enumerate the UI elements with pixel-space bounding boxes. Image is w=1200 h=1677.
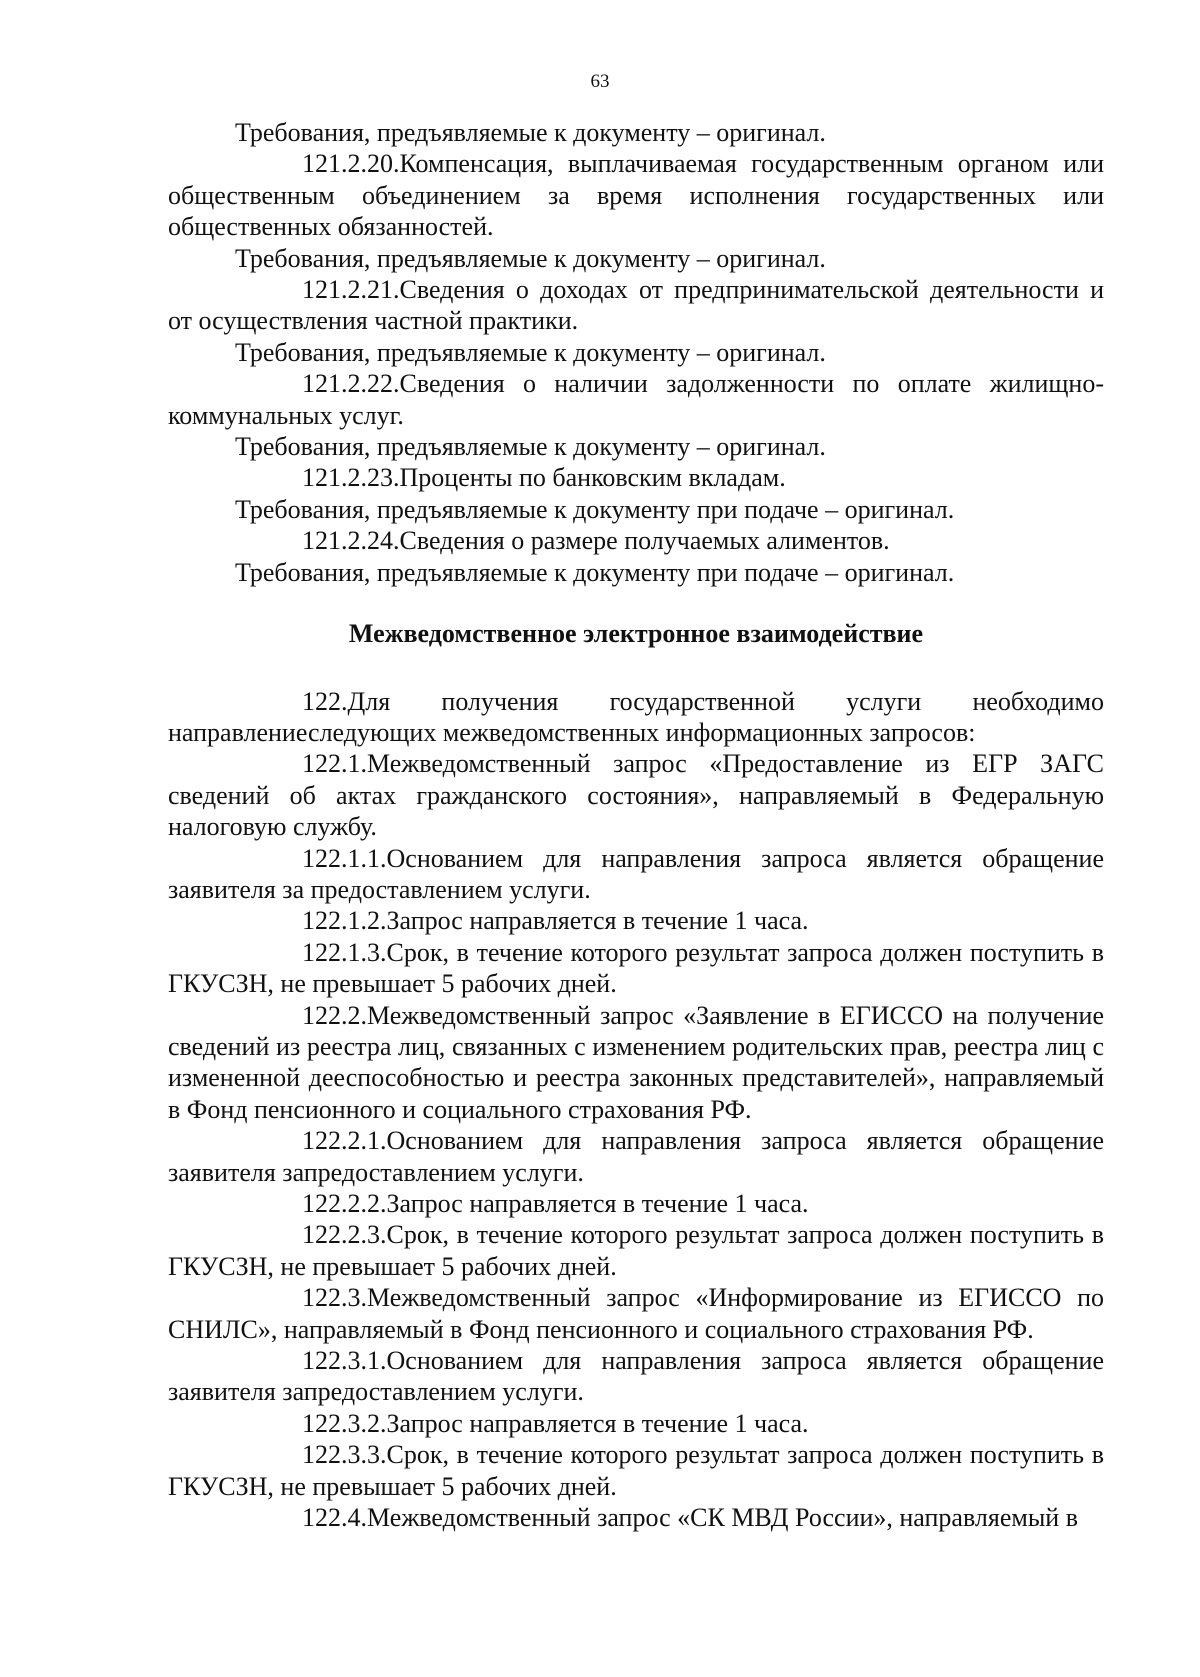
paragraph-text: Запрос направляется в течение 1 часа.	[386, 1408, 809, 1438]
paragraph	[168, 117, 1104, 148]
paragraph-number: 121.2.21.	[302, 275, 400, 305]
paragraph-group-121	[168, 117, 1104, 588]
paragraph-number: 121.2.24.	[302, 526, 400, 556]
paragraph	[168, 905, 1104, 936]
paragraph-text: Срок, в течение которого результат запроса должен поступить в ГКУСЗН, не превышает 5 рабочих дней.	[168, 1220, 1104, 1281]
paragraph-text: Межведомственный запрос «Заявление в ЕГИССО на получение сведений из реестра лиц, связанных с изменением родительских прав, реестра лиц с измененной дееспособностью и реестра законных представителей», направляемый в Фонд пенсионного и социального страхования РФ.	[168, 1000, 1104, 1124]
paragraph-text: Межведомственный запрос «СК МВД России», направляемый в	[367, 1503, 1078, 1533]
paragraph	[168, 748, 1104, 842]
paragraph-text: Сведения о доходах от предпринимательской деятельности и от осуществления частной практики.	[168, 275, 1104, 336]
paragraph	[168, 1125, 1104, 1188]
paragraph	[168, 843, 1104, 906]
paragraph-text: Запрос направляется в течение 1 часа.	[386, 906, 809, 936]
paragraph	[168, 1408, 1104, 1439]
paragraph-number: 122.	[302, 686, 348, 716]
paragraph-text: Сведения о размере получаемых алиментов.	[399, 526, 890, 556]
paragraph-number: 122.1.	[302, 749, 367, 779]
paragraph-number: 121.2.23.	[302, 463, 400, 493]
paragraph-text: Компенсация, выплачиваемая государственным органом или общественным объединением за время исполнения государственных или общественных обязанностей.	[168, 149, 1104, 242]
section-heading: Межведомственное электронное взаимодействие	[348, 619, 924, 649]
paragraph-number: 122.3.	[302, 1283, 367, 1313]
paragraph-text: Межведомственный запрос «Предоставление из ЕГР ЗАГС сведений об актах гражданского состояния», направляемый в Федеральную налоговую службу.	[168, 749, 1104, 842]
paragraph-number: 122.1.3.	[302, 937, 387, 967]
paragraph	[168, 937, 1104, 1000]
paragraph	[168, 431, 1104, 462]
paragraph-text: Требования, предъявляемые к документу – оригинал.	[235, 432, 826, 462]
paragraph-number: 122.4.	[302, 1503, 367, 1533]
paragraph-number: 122.2.3.	[302, 1220, 387, 1250]
paragraph-number: 122.1.1.	[302, 843, 387, 873]
paragraph-text: Основанием для направления запроса является обращение заявителя за предоставлением услуги.	[168, 843, 1104, 904]
paragraph	[168, 1282, 1104, 1345]
paragraph	[168, 686, 1104, 749]
paragraph	[168, 368, 1104, 431]
paragraph	[168, 494, 1104, 525]
paragraph	[168, 525, 1104, 556]
paragraph-text: Требования, предъявляемые к документу – оригинал.	[235, 118, 826, 147]
paragraph-text: Срок, в течение которого результат запроса должен поступить в ГКУСЗН, не превышает 5 рабочих дней.	[168, 937, 1104, 999]
paragraph-text: Основанием для направления запроса является обращение заявителя запредоставлением услуги.	[168, 1346, 1104, 1407]
paragraph-group-122	[168, 686, 1104, 1534]
paragraph	[168, 148, 1104, 242]
paragraph-text: Требования, предъявляемые к документу при подаче – оригинал.	[235, 494, 955, 524]
paragraph-text: Требования, предъявляемые к документу – оригинал.	[235, 243, 826, 273]
paragraph-text: Сведения о наличии задолженности по оплате жилищно-коммунальных услуг.	[168, 369, 1104, 430]
paragraph-number: 122.2.2.	[302, 1189, 387, 1218]
paragraph	[168, 337, 1104, 368]
paragraph	[168, 1439, 1104, 1502]
paragraph-number: 121.2.20.	[302, 149, 400, 179]
paragraph-number: 122.3.1.	[302, 1346, 387, 1376]
paragraph-number: 122.2.1.	[302, 1126, 387, 1156]
paragraph	[168, 274, 1104, 337]
paragraph	[168, 1000, 1104, 1126]
paragraph-number: 121.2.22.	[302, 369, 400, 399]
page-number: 63	[590, 71, 610, 92]
paragraph	[168, 1502, 1104, 1533]
paragraph-number: 122.3.3.	[302, 1440, 387, 1470]
paragraph-text: Межведомственный запрос «Информирование из ЕГИССО по СНИЛС», направляемый в Фонд пенсионного и социального страхования РФ.	[168, 1283, 1104, 1344]
paragraph	[168, 557, 1104, 588]
paragraph-number: 122.2.	[302, 1000, 367, 1030]
document-body	[168, 117, 1104, 1533]
paragraph	[168, 1219, 1104, 1282]
paragraph-number: 122.1.2.	[302, 906, 387, 936]
paragraph-text: Основанием для направления запроса является обращение заявителя запредоставлением услуги.	[168, 1126, 1104, 1187]
paragraph-text: Требования, предъявляемые к документу – оригинал.	[235, 337, 826, 367]
paragraph	[168, 1188, 1104, 1219]
paragraph-text: Требования, предъявляемые к документу при подаче – оригинал.	[235, 557, 955, 587]
paragraph-text: Запрос направляется в течение 1 часа.	[386, 1189, 809, 1218]
paragraph	[168, 462, 1104, 493]
paragraph-text: Для получения государственной услуги необходимо направлениеследующих межведомственных информационных запросов:	[168, 686, 1104, 747]
paragraph	[168, 1345, 1104, 1408]
paragraph-text: Срок, в течение которого результат запроса должен поступить в ГКУСЗН, не превышает 5 рабочих дней.	[168, 1440, 1104, 1501]
paragraph	[168, 243, 1104, 274]
paragraph-text: Проценты по банковским вкладам.	[399, 463, 786, 493]
paragraph-number: 122.3.2.	[302, 1408, 387, 1438]
